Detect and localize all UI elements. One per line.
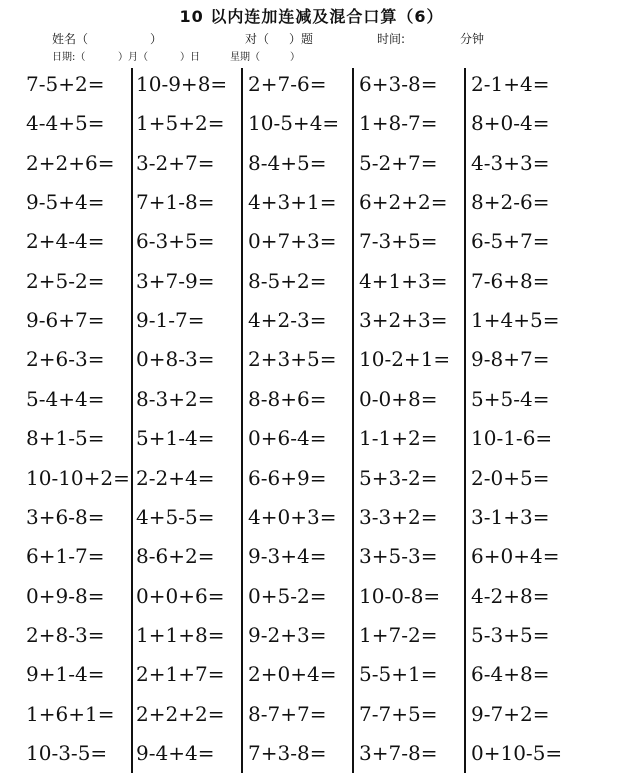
correct-close: ）题: [289, 32, 314, 46]
arithmetic-problem: 8+2-6=: [471, 190, 550, 214]
month-label: ）月（: [118, 52, 148, 63]
arithmetic-problem: 5-5+1=: [359, 662, 438, 686]
arithmetic-problem: 2-2+4=: [136, 466, 215, 490]
arithmetic-problem: 6+2+2=: [359, 190, 448, 214]
arithmetic-problem: 5-3+5=: [471, 623, 550, 647]
arithmetic-problem: 5+5-4=: [471, 387, 550, 411]
arithmetic-problem: 2+6-3=: [26, 347, 105, 371]
arithmetic-problem: 7-5+2=: [26, 72, 105, 96]
name-label: 姓名（: [52, 32, 89, 46]
arithmetic-problem: 2+2+6=: [26, 151, 115, 175]
arithmetic-problem: 4-3+3=: [471, 151, 550, 175]
arithmetic-problem: 0+5-2=: [248, 584, 327, 608]
arithmetic-problem: 0+10-5=: [471, 741, 563, 765]
arithmetic-problem: 2+3+5=: [248, 347, 337, 371]
arithmetic-problem: 6-3+5=: [136, 229, 215, 253]
arithmetic-problem: 1+4+5=: [471, 308, 560, 332]
arithmetic-problem: 6-6+9=: [248, 466, 327, 490]
arithmetic-problem: 9+1-4=: [26, 662, 105, 686]
arithmetic-problem: 4-2+8=: [471, 584, 550, 608]
arithmetic-problem: 9-4+4=: [136, 741, 215, 765]
arithmetic-problem: 0+0+6=: [136, 584, 225, 608]
arithmetic-problem: 10-1-6=: [471, 426, 553, 450]
arithmetic-problem: 10-0-8=: [359, 584, 441, 608]
arithmetic-problem: 4+0+3=: [248, 505, 337, 529]
arithmetic-problem: 4-4+5=: [26, 111, 105, 135]
arithmetic-problem: 2+7-6=: [248, 72, 327, 96]
arithmetic-problem: 1-1+2=: [359, 426, 438, 450]
arithmetic-problem: 10-3-5=: [26, 741, 108, 765]
arithmetic-problem: 2-1+4=: [471, 72, 550, 96]
arithmetic-problem: 8+0-4=: [471, 111, 550, 135]
arithmetic-problem: 6+3-8=: [359, 72, 438, 96]
arithmetic-problem: 0-0+8=: [359, 387, 438, 411]
correct-label: 对（: [245, 32, 270, 46]
arithmetic-problem: 4+1+3=: [359, 269, 448, 293]
arithmetic-problem: 7-3+5=: [359, 229, 438, 253]
arithmetic-problem: 2+2+2=: [136, 702, 225, 726]
arithmetic-problem: 5+1-4=: [136, 426, 215, 450]
arithmetic-problem: 10-5+4=: [248, 111, 340, 135]
arithmetic-problem: 10-9+8=: [136, 72, 228, 96]
arithmetic-problem: 3-3+2=: [359, 505, 438, 529]
arithmetic-problem: 1+6+1=: [26, 702, 115, 726]
arithmetic-problem: 2-0+5=: [471, 466, 550, 490]
name-close: ）: [150, 32, 163, 46]
arithmetic-problem: 2+0+4=: [248, 662, 337, 686]
arithmetic-problem: 3+6-8=: [26, 505, 105, 529]
arithmetic-problem: 8-7+7=: [248, 702, 327, 726]
arithmetic-problem: 8-3+2=: [136, 387, 215, 411]
arithmetic-problem: 7+3-8=: [248, 741, 327, 765]
arithmetic-problem: 3-2+7=: [136, 151, 215, 175]
day-label: ）日: [180, 52, 200, 63]
arithmetic-problem: 9-1-7=: [136, 308, 205, 332]
arithmetic-problem: 6-4+8=: [471, 662, 550, 686]
arithmetic-problem: 1+7-2=: [359, 623, 438, 647]
arithmetic-problem: 0+7+3=: [248, 229, 337, 253]
arithmetic-problem: 7-7+5=: [359, 702, 438, 726]
arithmetic-problem: 5+3-2=: [359, 466, 438, 490]
arithmetic-problem: 6+0+4=: [471, 544, 560, 568]
weekday-label: 星期（: [230, 52, 260, 63]
arithmetic-problem: 0+9-8=: [26, 584, 105, 608]
arithmetic-problem: 2+5-2=: [26, 269, 105, 293]
arithmetic-problem: 3+2+3=: [359, 308, 448, 332]
arithmetic-problem: 9-7+2=: [471, 702, 550, 726]
time-label: 时间:: [377, 32, 406, 46]
arithmetic-problem: 0+6-4=: [248, 426, 327, 450]
arithmetic-problem: 9-3+4=: [248, 544, 327, 568]
arithmetic-problem: 4+5-5=: [136, 505, 215, 529]
arithmetic-problem: 5-2+7=: [359, 151, 438, 175]
arithmetic-problem: 4+3+1=: [248, 190, 337, 214]
arithmetic-problem: 3+7-8=: [359, 741, 438, 765]
arithmetic-problem: 1+1+8=: [136, 623, 225, 647]
arithmetic-problem: 2+4-4=: [26, 229, 105, 253]
arithmetic-problem: 8-5+2=: [248, 269, 327, 293]
arithmetic-problem: 6+1-7=: [26, 544, 105, 568]
arithmetic-problem: 8-4+5=: [248, 151, 327, 175]
arithmetic-problem: 1+5+2=: [136, 111, 225, 135]
arithmetic-problem: 10-10+2=: [26, 466, 130, 490]
weekday-close: ）: [290, 52, 300, 63]
arithmetic-problem: 8+1-5=: [26, 426, 105, 450]
arithmetic-problem: 6-5+7=: [471, 229, 550, 253]
arithmetic-problem: 9-5+4=: [26, 190, 105, 214]
arithmetic-problem: 9-8+7=: [471, 347, 550, 371]
arithmetic-problem: 2+8-3=: [26, 623, 105, 647]
arithmetic-problem: 7-6+8=: [471, 269, 550, 293]
arithmetic-problem: 10-2+1=: [359, 347, 451, 371]
arithmetic-problem: 2+1+7=: [136, 662, 225, 686]
arithmetic-problem: 3-1+3=: [471, 505, 550, 529]
date-label: 日期:（: [52, 52, 86, 63]
arithmetic-problem: 9-2+3=: [248, 623, 327, 647]
arithmetic-problem: 0+8-3=: [136, 347, 215, 371]
arithmetic-problem: 4+2-3=: [248, 308, 327, 332]
arithmetic-problem: 3+7-9=: [136, 269, 215, 293]
arithmetic-problem: 5-4+4=: [26, 387, 105, 411]
minute-label: 分钟: [460, 32, 485, 46]
arithmetic-problem: 8-6+2=: [136, 544, 215, 568]
arithmetic-problem: 9-6+7=: [26, 308, 105, 332]
problem-grid: [26, 66, 623, 777]
arithmetic-problem: 1+8-7=: [359, 111, 438, 135]
arithmetic-problem: 3+5-3=: [359, 544, 438, 568]
arithmetic-problem: 8-8+6=: [248, 387, 327, 411]
worksheet-title: 10 以内连加连减及混合口算（6）: [179, 7, 444, 26]
arithmetic-problem: 7+1-8=: [136, 190, 215, 214]
